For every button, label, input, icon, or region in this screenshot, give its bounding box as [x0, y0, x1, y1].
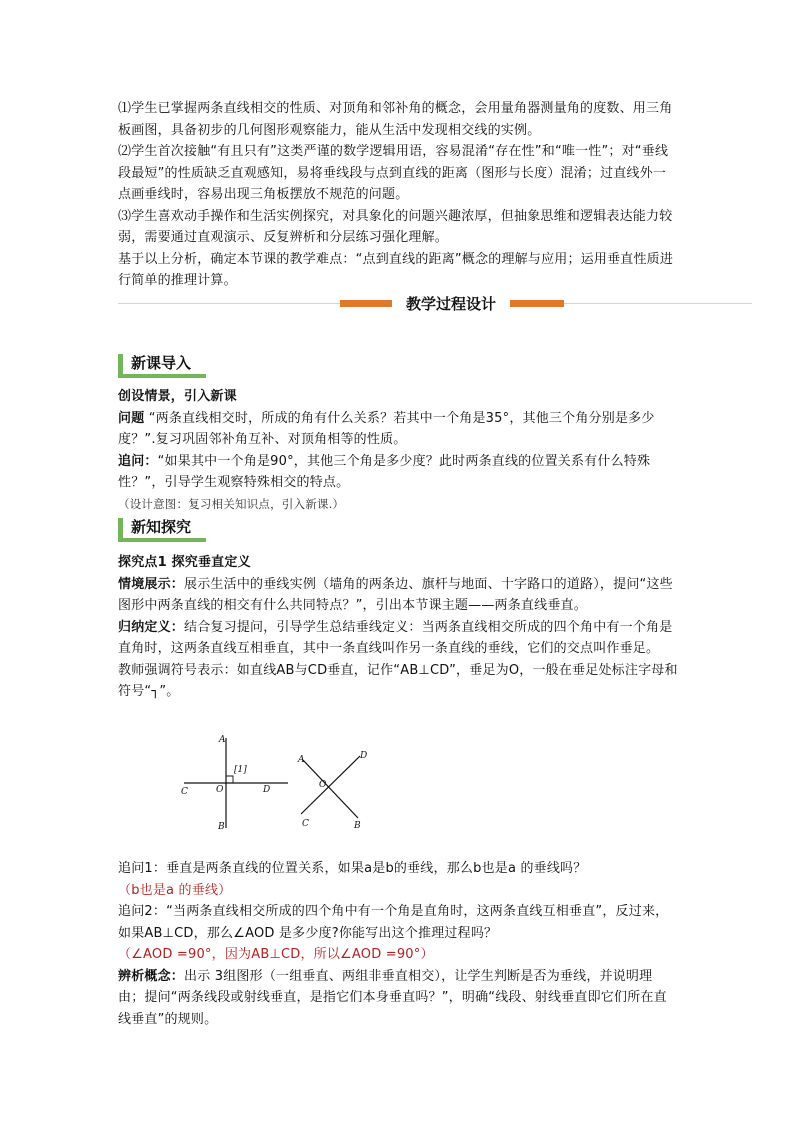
intro-question	[118, 408, 678, 451]
followup-answer-1: （b也是a 的垂线）	[118, 882, 232, 898]
analysis-paragraph-1: ⑴学生已掌握两条直线相交的性质、对顶角和邻补角的概念，会用量角器测量角的度数、用三角板画图，具备初步的几何图形观察能力，能从生活中发现相交线的实例。	[118, 101, 673, 138]
divider-block-left	[340, 300, 392, 307]
discrimination-text: 出示 3组图形（一组垂直、两组非垂直相交），让学生判断是否为垂线，并说明理由；提问“两条线段或射线垂直，是指它们本身垂直吗？”，明确“线段、射线垂直即它们所在直线垂直”的规则。	[118, 968, 667, 1027]
right-angle-mark	[226, 776, 233, 783]
angle-label: [1]	[234, 765, 247, 775]
notation-paragraph: 教师强调符号表示：如直线AB与CD垂直，记作“AB⊥CD”，垂足为O，一般在垂足处标注字母和符号“┐”。	[118, 662, 678, 699]
followup-question-1: 追问1：垂直是两条直线的位置关系，如果a是b的垂线，那么b也是a 的垂线吗？	[118, 861, 587, 876]
tag-label: 新知探究	[123, 516, 207, 538]
label-d: D	[360, 751, 368, 761]
definition-paragraph	[118, 617, 678, 660]
line-cd-oblique	[301, 756, 360, 814]
figure-svg	[118, 730, 418, 834]
design-intent-note: （设计意图：复习相关知识点，引入新课.）	[118, 496, 345, 511]
label-o: O	[319, 780, 327, 790]
analysis-block	[118, 98, 678, 292]
perpendicular-figure	[118, 730, 418, 834]
label-c: C	[302, 819, 309, 829]
definition-text: 结合复习提问，引导学生总结垂线定义：当两条直线相交所成的四个角中有一个角是直角时，这两条直线互相垂直，其中一条直线叫作另一条直线的垂线，它们的交点叫作垂足。	[118, 619, 673, 656]
label-c: C	[181, 787, 188, 797]
discrimination-label: 辨析概念：	[118, 968, 185, 984]
explore-point-title: 探究点1 探究垂直定义	[118, 555, 251, 570]
label-d: D	[263, 785, 271, 795]
divider-line-left	[118, 303, 340, 304]
analysis-paragraph-2: ⑵学生首次接触“有且只有”这类严谨的数学逻辑用语，容易混淆“存在性”和“唯一性”；对“垂线段最短”的性质缺乏直观感知，易将垂线段与点到直线的距离（图形与长度）混淆；过直线外一点画垂线时，容易出现三角板摆放不规范的问题。	[118, 144, 669, 202]
analysis-conclusion: 基于以上分析，确定本节课的教学难点：“点到直线的距离”概念的理解与应用；运用垂直性质进行简单的推理计算。	[118, 251, 674, 288]
intro-subtitle: 创设情景，引入新课	[118, 389, 237, 404]
intro-followup	[118, 451, 678, 494]
section-title: 教学过程设计	[405, 295, 496, 313]
scenario-text: 展示生活中的垂线实例（墙角的两条边、旗杆与地面、十字路口的道路），提问“这些图形中两条直线的相交有什么共同特点？”，引出本节课主题——两条直线垂直。	[118, 576, 673, 613]
label-a: A	[298, 755, 305, 765]
analysis-paragraph-3: ⑶学生喜欢动手操作和生活实例探究，对具象化的问题兴趣浓厚，但抽象思维和逻辑表达能力较弱，需要通过直观演示、反复辨析和分层练习强化理解。	[118, 208, 673, 245]
line-ab-oblique	[303, 760, 358, 818]
tag-label: 新课导入	[123, 352, 207, 374]
divider-block-right	[510, 300, 564, 307]
label-b: B	[218, 822, 225, 832]
label-a: A	[219, 735, 226, 745]
followup-label: 追问：	[118, 453, 158, 469]
explore-block-bottom	[118, 858, 678, 1030]
scenario-label: 情境展示：	[118, 576, 185, 592]
followup-answer-2: （∠AOD =90°，因为AB⊥CD，所以∠AOD =90°）	[118, 947, 434, 962]
figure-intersecting	[297, 751, 367, 831]
question-text: “两条直线相交时，所成的角有什么关系？若其中一个角是35°，其他三个角分别是多少度？”.复习巩固邻补角互补、对顶角相等的性质。	[118, 410, 655, 447]
followup-question-2: 追问2：“当两条直线相交所成的四个角中有一个角是直角时，这两条直线互相垂直”，反过来，如果AB⊥CD，那么∠AOD 是多少度?你能写出这个推理过程吗？	[118, 904, 669, 941]
definition-label: 归纳定义：	[118, 619, 185, 635]
label-b: B	[354, 821, 361, 831]
scenario-paragraph	[118, 574, 678, 617]
divider-line-right	[564, 303, 752, 304]
question-label: 问题	[118, 410, 145, 426]
concept-discrimination	[118, 966, 678, 1031]
figure-perpendicular	[181, 735, 288, 832]
label-o: O	[216, 785, 224, 795]
followup-text: “如果其中一个角是90°，其他三个角是多少度？此时两条直线的位置关系有什么特殊性？”，引导学生观察特殊相交的特点。	[118, 453, 651, 490]
explore-block-top	[118, 552, 678, 703]
section-header	[118, 292, 752, 316]
intro-block	[118, 386, 678, 515]
